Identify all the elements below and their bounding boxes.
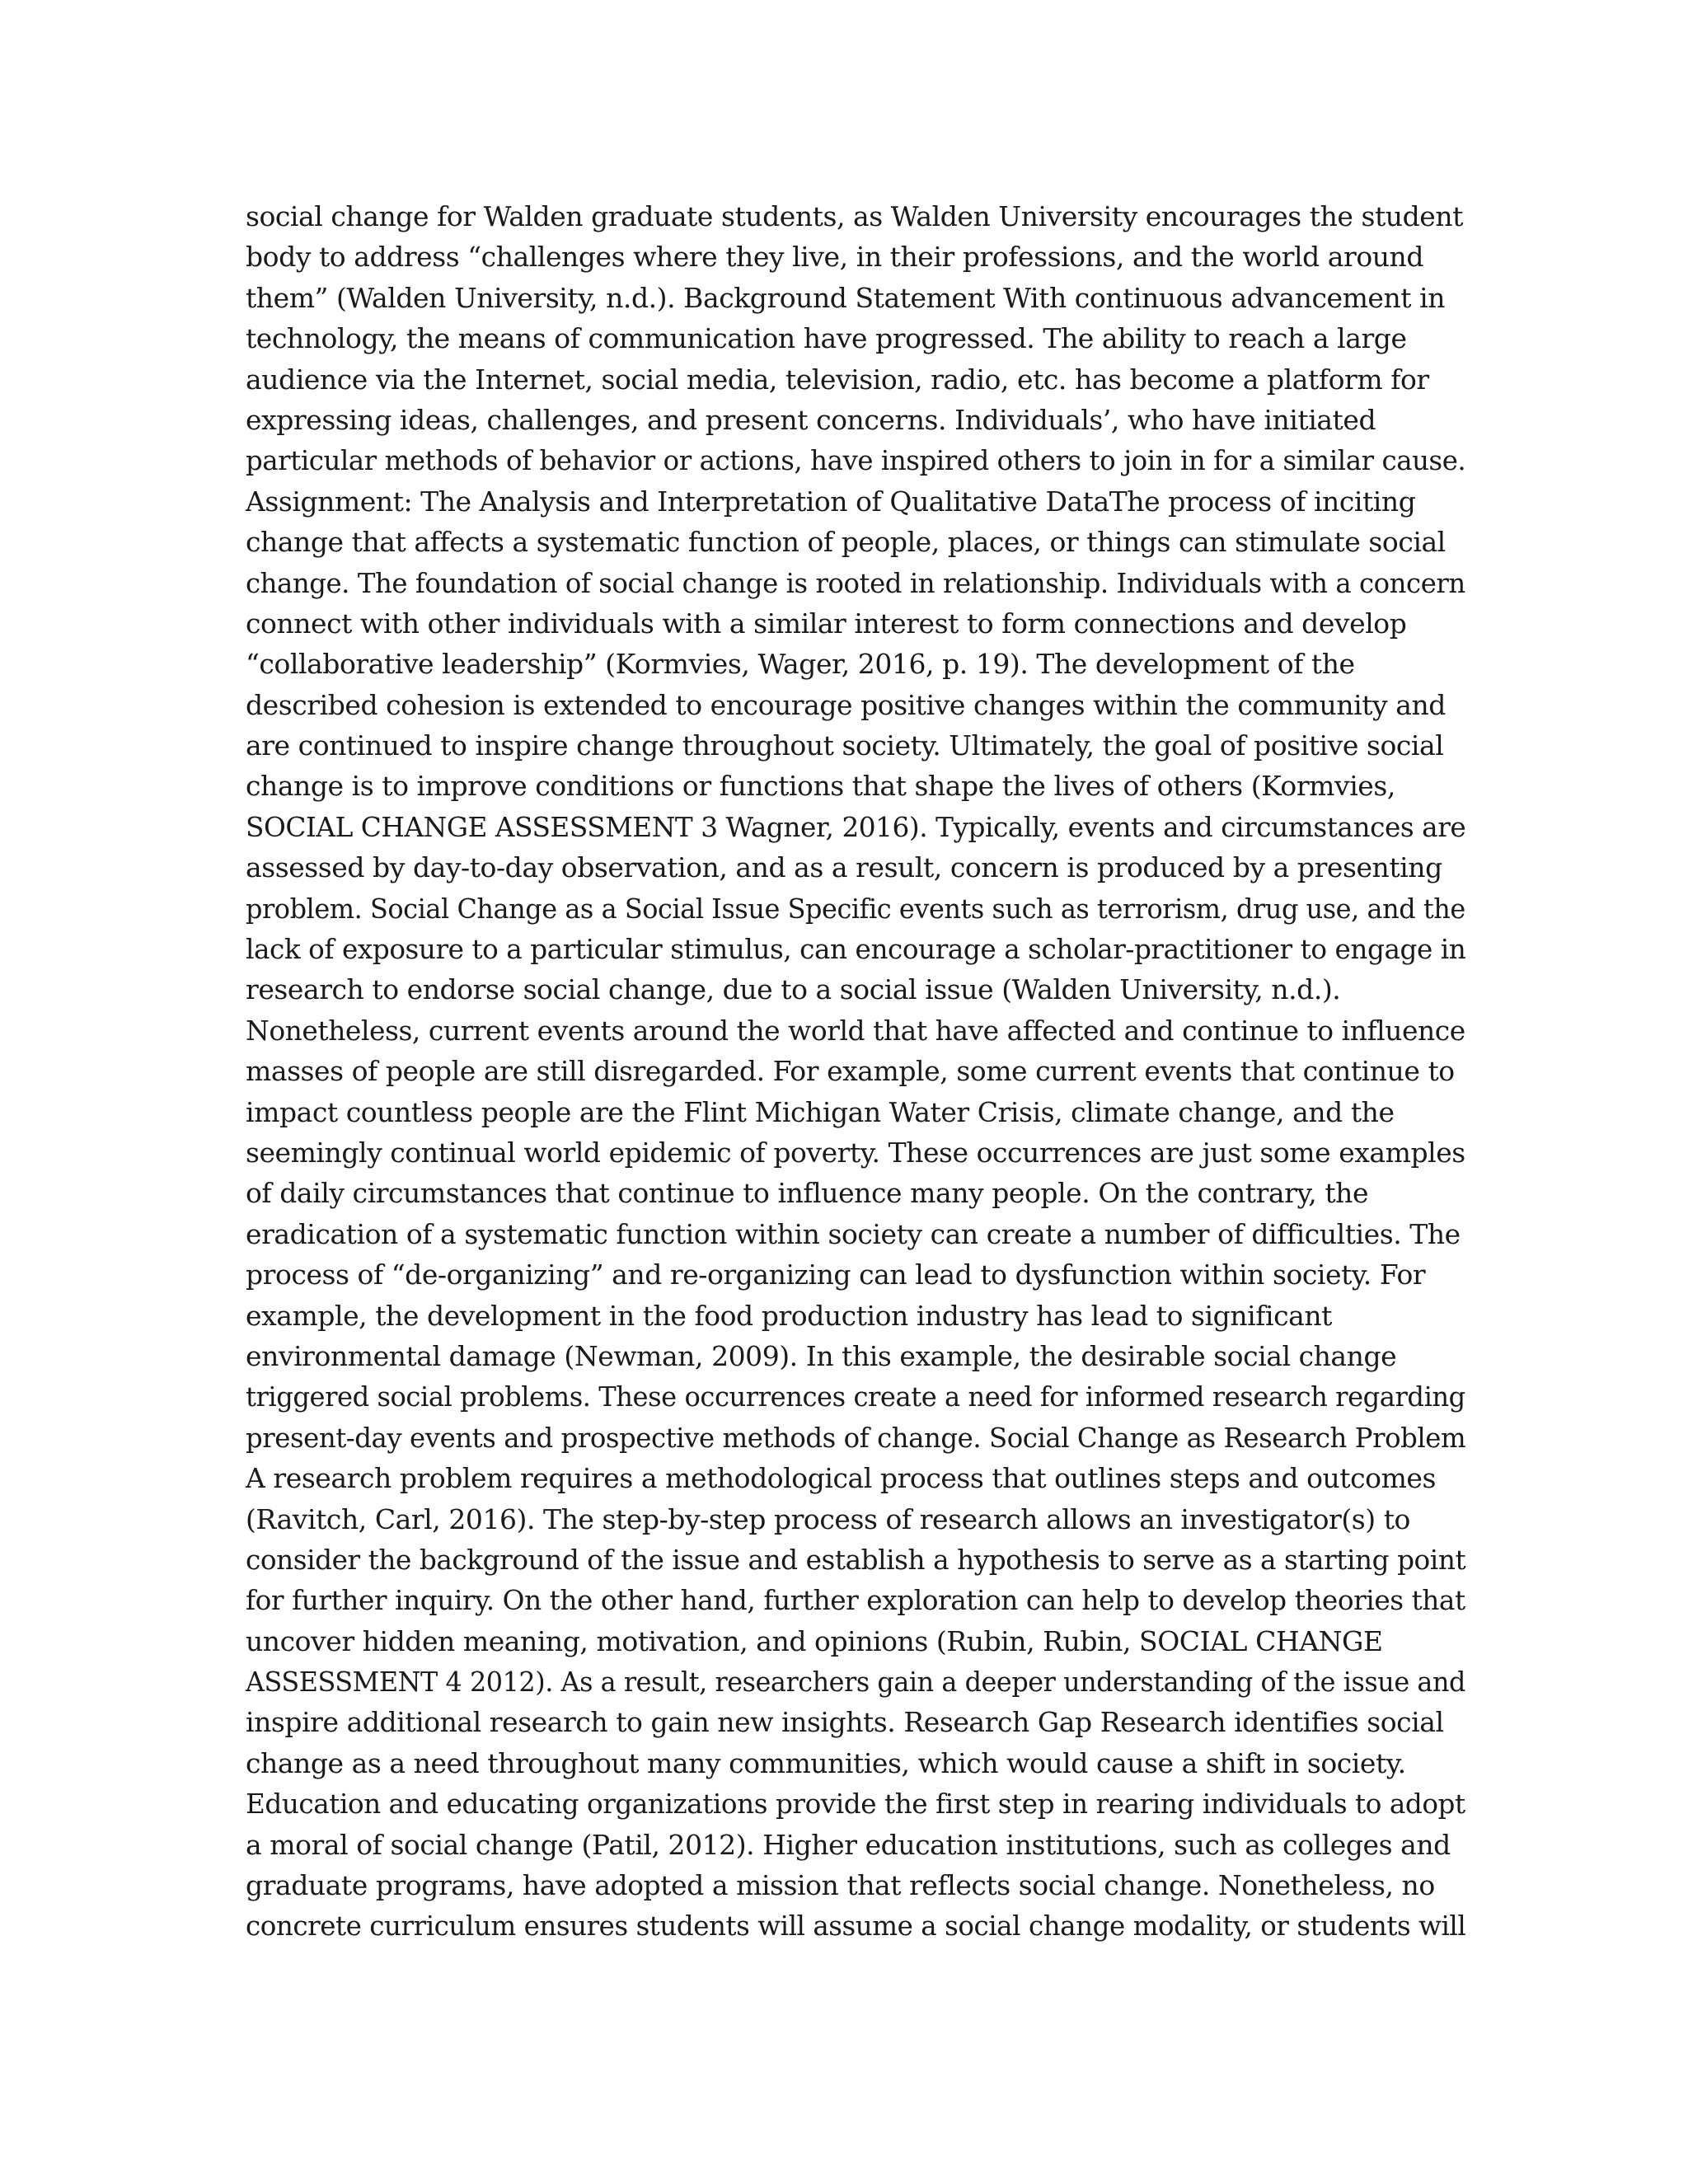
text-line: SOCIAL CHANGE ASSESSMENT 3 Wagner, 2016). Typically, events and circumstances are: [246, 810, 1466, 843]
text-line: social change for Walden graduate students, as Walden University encourages the student: [246, 200, 1463, 232]
text-line: are continued to inspire change throughout society. Ultimately, the goal of positive social: [246, 729, 1444, 762]
text-line: a moral of social change (Patil, 2012). Higher education institutions, such as colleges and: [246, 1828, 1451, 1861]
text-line: process of “de-organizing” and re-organizing can lead to dysfunction within society. For: [246, 1258, 1426, 1291]
text-line: change. The foundation of social change is rooted in relationship. Individuals with a concern: [246, 566, 1465, 599]
text-line: Education and educating organizations provide the first step in rearing individuals to adopt: [246, 1788, 1465, 1821]
text-line: triggered social problems. These occurrences create a need for informed research regarding: [246, 1380, 1465, 1413]
text-line: seemingly continual world epidemic of poverty. These occurrences are just some examples: [246, 1136, 1465, 1169]
text-line: them” (Walden University, n.d.). Background Statement With continuous advancement in: [246, 281, 1446, 314]
text-line: connect with other individuals with a similar interest to form connections and develop: [246, 607, 1407, 640]
text-line: impact countless people are the Flint Michigan Water Crisis, climate change, and the: [246, 1095, 1395, 1128]
text-line: described cohesion is extended to encourage positive changes within the community and: [246, 688, 1446, 721]
text-line: masses of people are still disregarded. For example, some current events that continue to: [246, 1055, 1455, 1088]
text-line: change that affects a systematic function of people, places, or things can stimulate social: [246, 526, 1446, 559]
text-line: A research problem requires a methodological process that outlines steps and outcomes: [246, 1462, 1436, 1495]
text-line: body to address “challenges where they live, in their professions, and the world around: [246, 241, 1424, 274]
text-line: change as a need throughout many communities, which would cause a shift in society.: [246, 1746, 1406, 1779]
text-line: graduate programs, have adopted a mission that reflects social change. Nonetheless, no: [246, 1869, 1435, 1902]
text-line: for further inquiry. On the other hand, further exploration can help to develop theories that: [246, 1584, 1465, 1617]
text-line: research to endorse social change, due to a social issue (Walden University, n.d.).: [246, 973, 1341, 1006]
text-line: ASSESSMENT 4 2012). As a result, researchers gain a deeper understanding of the issue and: [246, 1666, 1465, 1699]
text-line: inspire additional research to gain new insights. Research Gap Research identifies social: [246, 1706, 1444, 1739]
text-line: of daily circumstances that continue to influence many people. On the contrary, the: [246, 1177, 1369, 1210]
text-line: problem. Social Change as a Social Issue Specific events such as terrorism, drug use, and the: [246, 892, 1465, 925]
text-line: particular methods of behavior or actions, have inspired others to join in for a similar cause.: [246, 444, 1466, 477]
text-line: “collaborative leadership” (Kormvies, Wager, 2016, p. 19). The development of the: [246, 648, 1355, 681]
text-line: present-day events and prospective methods of change. Social Change as Research Problem: [246, 1421, 1466, 1454]
text-line: expressing ideas, challenges, and present concerns. Individuals’, who have initiated: [246, 403, 1376, 436]
text-line: example, the development in the food production industry has lead to significant: [246, 1299, 1332, 1332]
text-line: consider the background of the issue and establish a hypothesis to serve as a starting point: [246, 1543, 1466, 1576]
text-line: Assignment: The Analysis and Interpretation of Qualitative DataThe process of inciting: [246, 485, 1416, 518]
text-line: eradication of a systematic function within society can create a number of difficulties. The: [246, 1217, 1461, 1250]
text-line: lack of exposure to a particular stimulus, can encourage a scholar-practitioner to engage in: [246, 933, 1466, 966]
text-line: (Ravitch, Carl, 2016). The step-by-step process of research allows an investigator(s) to: [246, 1502, 1410, 1535]
text-line: concrete curriculum ensures students will assume a social change modality, or students will: [246, 1910, 1466, 1943]
text-line: environmental damage (Newman, 2009). In this example, the desirable social change: [246, 1339, 1397, 1372]
body-text: [246, 196, 1465, 1947]
text-line: Nonetheless, current events around the world that have affected and continue to influence: [246, 1014, 1465, 1047]
text-line: change is to improve conditions or functions that shape the lives of others (Kormvies,: [246, 770, 1395, 803]
text-line: uncover hidden meaning, motivation, and opinions (Rubin, Rubin, SOCIAL CHANGE: [246, 1624, 1383, 1657]
text-line: audience via the Internet, social media, television, radio, etc. has become a platform for: [246, 363, 1429, 396]
text-line: technology, the means of communication have progressed. The ability to reach a large: [246, 322, 1407, 355]
text-line: assessed by day-to-day observation, and as a result, concern is produced by a presenting: [246, 851, 1442, 884]
